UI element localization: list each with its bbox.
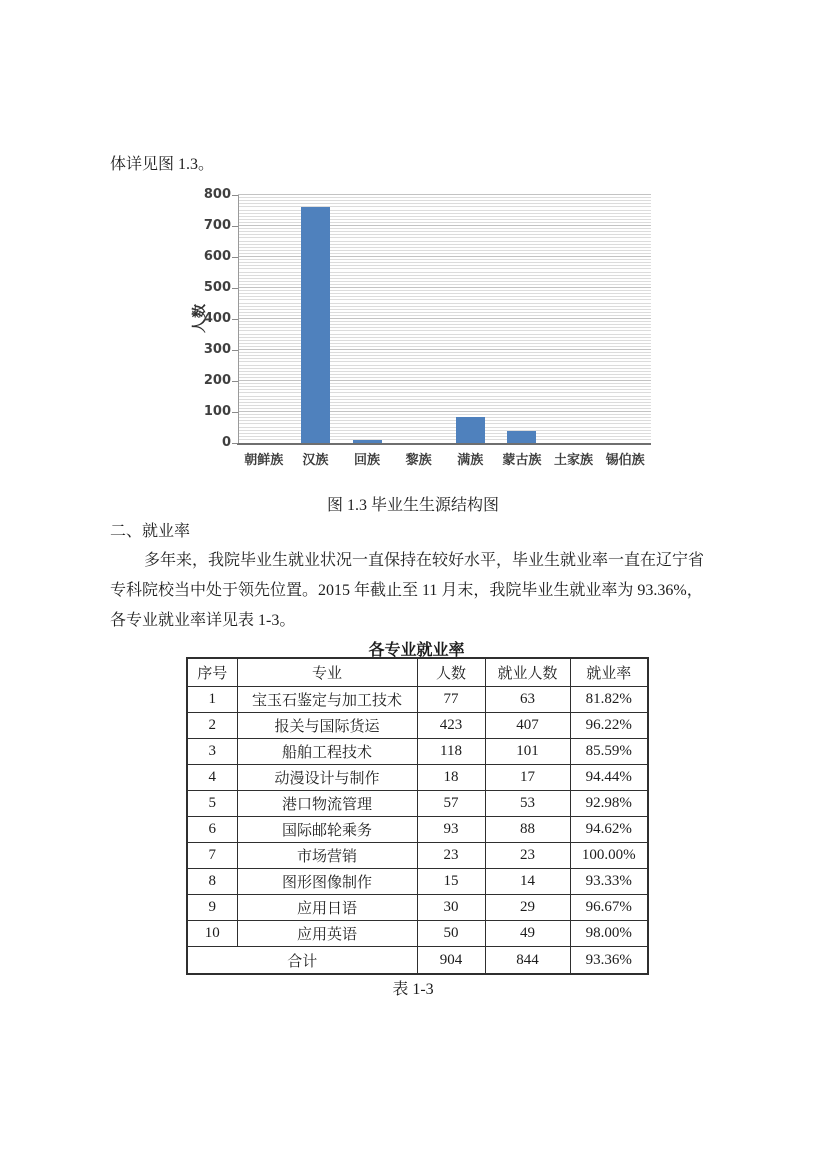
plot-area: [238, 195, 651, 443]
table-cell: 49: [485, 921, 570, 947]
y-tick-label: 500: [203, 280, 231, 295]
table-cell: 17: [485, 765, 570, 791]
table-row: [187, 687, 648, 713]
gridline: [238, 206, 651, 207]
table-cell: 7: [187, 843, 237, 869]
table-cell: 10: [187, 921, 237, 947]
table-row: [187, 921, 648, 947]
y-tick-mark: [232, 195, 238, 196]
y-tick-mark: [232, 381, 238, 382]
y-tick-mark: [232, 412, 238, 413]
table-cell: 100.00%: [570, 843, 648, 869]
total-label-cell: 合计: [187, 947, 417, 975]
table-cell: 宝玉石鉴定与加工技术: [237, 687, 417, 713]
table-cell: 93: [417, 817, 485, 843]
y-tick-label: 300: [203, 342, 231, 357]
gridline: [238, 389, 651, 390]
category-label: 蒙古族: [502, 453, 542, 468]
gridline: [238, 411, 651, 412]
table-cell: 85.59%: [570, 739, 648, 765]
table-cell: 8: [187, 869, 237, 895]
table-row: [187, 739, 648, 765]
table-cell: 国际邮轮乘务: [237, 817, 417, 843]
gridline: [238, 287, 651, 288]
y-tick-label: 700: [203, 218, 231, 233]
table-cell: 动漫设计与制作: [237, 765, 417, 791]
table-cell: 船舶工程技术: [237, 739, 417, 765]
table-cell: 423: [417, 713, 485, 739]
paragraph-line: 专科院校当中处于领先位置。2015 年截止至 11 月末，我院毕业生就业率为 93.36%，: [110, 582, 703, 599]
gridline: [238, 383, 651, 384]
gridline: [238, 392, 651, 393]
gridline: [238, 427, 651, 428]
gridline: [238, 358, 651, 359]
table-cell: 94.44%: [570, 765, 648, 791]
gridline: [238, 247, 651, 248]
table-cell: 应用日语: [237, 895, 417, 921]
gridline: [238, 265, 651, 266]
table-cell: 23: [485, 843, 570, 869]
table-cell: 98.00%: [570, 921, 648, 947]
y-tick-mark: [232, 350, 238, 351]
gridline: [238, 361, 651, 362]
gridline: [238, 377, 651, 378]
gridline: [238, 306, 651, 307]
gridline: [238, 334, 651, 335]
table-cell: 101: [485, 739, 570, 765]
gridline: [238, 290, 651, 291]
gridline: [238, 225, 651, 226]
table-cell: 23: [417, 843, 485, 869]
table-cell: 1: [187, 687, 237, 713]
gridline: [238, 262, 651, 263]
gridline: [238, 386, 651, 387]
table-row: [187, 765, 648, 791]
table-cell: 118: [417, 739, 485, 765]
gridline: [238, 399, 651, 400]
table-cell: 57: [417, 791, 485, 817]
table-row: [187, 843, 648, 869]
gridline: [238, 216, 651, 217]
category-label: 满族: [457, 453, 484, 468]
category-label: 汉族: [302, 453, 329, 468]
gridline: [238, 234, 651, 235]
gridline: [238, 396, 651, 397]
table-cell: 5: [187, 791, 237, 817]
table-cell: 93.33%: [570, 869, 648, 895]
gridline: [238, 272, 651, 273]
y-tick-mark: [232, 319, 238, 320]
y-axis-title: 人数: [192, 303, 208, 333]
gridline: [238, 324, 651, 325]
gridline: [238, 365, 651, 366]
y-tick-label: 600: [203, 249, 231, 264]
gridline: [238, 222, 651, 223]
table-title: 各专业就业率: [368, 642, 465, 659]
table-row: [187, 895, 648, 921]
category-label: 锡伯族: [605, 453, 645, 468]
y-tick-mark: [232, 226, 238, 227]
gridline: [238, 284, 651, 285]
paragraph-line: 多年来，我院毕业生就业状况一直保持在较好水平，毕业生就业率一直在辽宁省: [144, 552, 705, 569]
y-tick-mark: [232, 257, 238, 258]
gridline: [238, 423, 651, 424]
gridline: [238, 293, 651, 294]
table-row: [187, 817, 648, 843]
gridline: [238, 312, 651, 313]
y-tick-mark: [232, 288, 238, 289]
y-tick-label: 100: [203, 404, 231, 419]
employment-table: [186, 657, 649, 975]
table-cell: 96.67%: [570, 895, 648, 921]
table-cell: 市场营销: [237, 843, 417, 869]
table-cell: 88: [485, 817, 570, 843]
table-cell: 50: [417, 921, 485, 947]
employment-table-wrap: [186, 657, 647, 975]
gridline: [238, 417, 651, 418]
table-cell: 报关与国际货运: [237, 713, 417, 739]
y-tick-mark: [232, 443, 238, 444]
gridline: [238, 433, 651, 434]
gridline: [238, 253, 651, 254]
gridline: [238, 228, 651, 229]
gridline: [238, 405, 651, 406]
gridline: [238, 330, 651, 331]
gridline: [238, 374, 651, 375]
table-cell: 92.98%: [570, 791, 648, 817]
gridline: [238, 430, 651, 431]
gridline: [238, 315, 651, 316]
header-cell: 就业人数: [485, 658, 570, 687]
table-cell: 53: [485, 791, 570, 817]
gridline: [238, 213, 651, 214]
table-cell: 图形图像制作: [237, 869, 417, 895]
gridline: [238, 299, 651, 300]
gridline: [238, 241, 651, 242]
gridline: [238, 244, 651, 245]
y-axis-line: [238, 195, 239, 443]
table-cell: 407: [485, 713, 570, 739]
table-row: [187, 791, 648, 817]
gridline: [238, 368, 651, 369]
table-cell: 4: [187, 765, 237, 791]
header-cell: 就业率: [570, 658, 648, 687]
table-cell: 港口物流管理: [237, 791, 417, 817]
gridline: [238, 303, 651, 304]
gridline: [238, 219, 651, 220]
gridline: [238, 402, 651, 403]
gridline: [238, 408, 651, 409]
gridline: [238, 200, 651, 201]
table-cell: 9: [187, 895, 237, 921]
gridline: [238, 327, 651, 328]
paragraph-line: 各专业就业率详见表 1-3。: [110, 612, 296, 629]
gridline: [238, 321, 651, 322]
gridline: [238, 340, 651, 341]
gridline: [238, 349, 651, 350]
category-label: 黎族: [405, 453, 432, 468]
bar-满族: [456, 417, 485, 443]
table-cell: 29: [485, 895, 570, 921]
gridline: [238, 352, 651, 353]
header-cell: 人数: [417, 658, 485, 687]
gridline: [238, 414, 651, 415]
bar-chart: [185, 187, 665, 475]
gridline: [238, 296, 651, 297]
y-tick-label: 0: [221, 435, 231, 450]
table-cell: 96.22%: [570, 713, 648, 739]
gridline: [238, 210, 651, 211]
gridline: [238, 203, 651, 204]
gridline: [238, 355, 651, 356]
table-cell: 18: [417, 765, 485, 791]
gridline: [238, 371, 651, 372]
gridline: [238, 278, 651, 279]
category-label: 回族: [354, 453, 381, 468]
total-value-cell: 93.36%: [570, 947, 648, 975]
bar-汉族: [301, 207, 330, 443]
gridline: [238, 268, 651, 269]
section-heading: 二、就业率: [110, 523, 191, 540]
gridline: [238, 256, 651, 257]
figure-caption: 图 1.3 毕业生生源结构图: [326, 497, 499, 514]
bar-蒙古族: [507, 431, 536, 443]
gridline: [238, 197, 651, 198]
paragraph: [110, 546, 730, 636]
gridline: [238, 380, 651, 381]
gridline: [238, 231, 651, 232]
table-row: [187, 869, 648, 895]
gridline: [238, 346, 651, 347]
table-cell: 15: [417, 869, 485, 895]
table-cell: 3: [187, 739, 237, 765]
table-cell: 77: [417, 687, 485, 713]
total-value-cell: 844: [485, 947, 570, 975]
gridline: [238, 337, 651, 338]
gridline: [238, 318, 651, 319]
header-cell: 序号: [187, 658, 237, 687]
table-caption: 表 1-3: [392, 981, 434, 998]
table-cell: 应用英语: [237, 921, 417, 947]
y-tick-label: 200: [203, 373, 231, 388]
x-axis-line: [237, 443, 651, 445]
header-row: [187, 658, 648, 687]
table-row: [187, 713, 648, 739]
table-cell: 6: [187, 817, 237, 843]
gridline: [238, 420, 651, 421]
table-cell: 30: [417, 895, 485, 921]
table-cell: 14: [485, 869, 570, 895]
total-value-cell: 904: [417, 947, 485, 975]
header-cell: 专业: [237, 658, 417, 687]
gridline: [238, 194, 651, 195]
y-tick-label: 400: [203, 311, 231, 326]
table-cell: 63: [485, 687, 570, 713]
total-row: [187, 947, 648, 975]
gridline: [238, 250, 651, 251]
gridline: [238, 237, 651, 238]
gridline: [238, 259, 651, 260]
gridline: [238, 343, 651, 344]
gridline: [238, 439, 651, 440]
intro-text: 体详见图 1.3。: [110, 156, 215, 173]
table-cell: 81.82%: [570, 687, 648, 713]
table-cell: 94.62%: [570, 817, 648, 843]
table-cell: 2: [187, 713, 237, 739]
category-label: 土家族: [554, 453, 594, 468]
gridline: [238, 436, 651, 437]
y-tick-label: 800: [203, 187, 231, 202]
gridline: [238, 275, 651, 276]
gridline: [238, 309, 651, 310]
category-label: 朝鲜族: [244, 453, 284, 468]
gridline: [238, 281, 651, 282]
